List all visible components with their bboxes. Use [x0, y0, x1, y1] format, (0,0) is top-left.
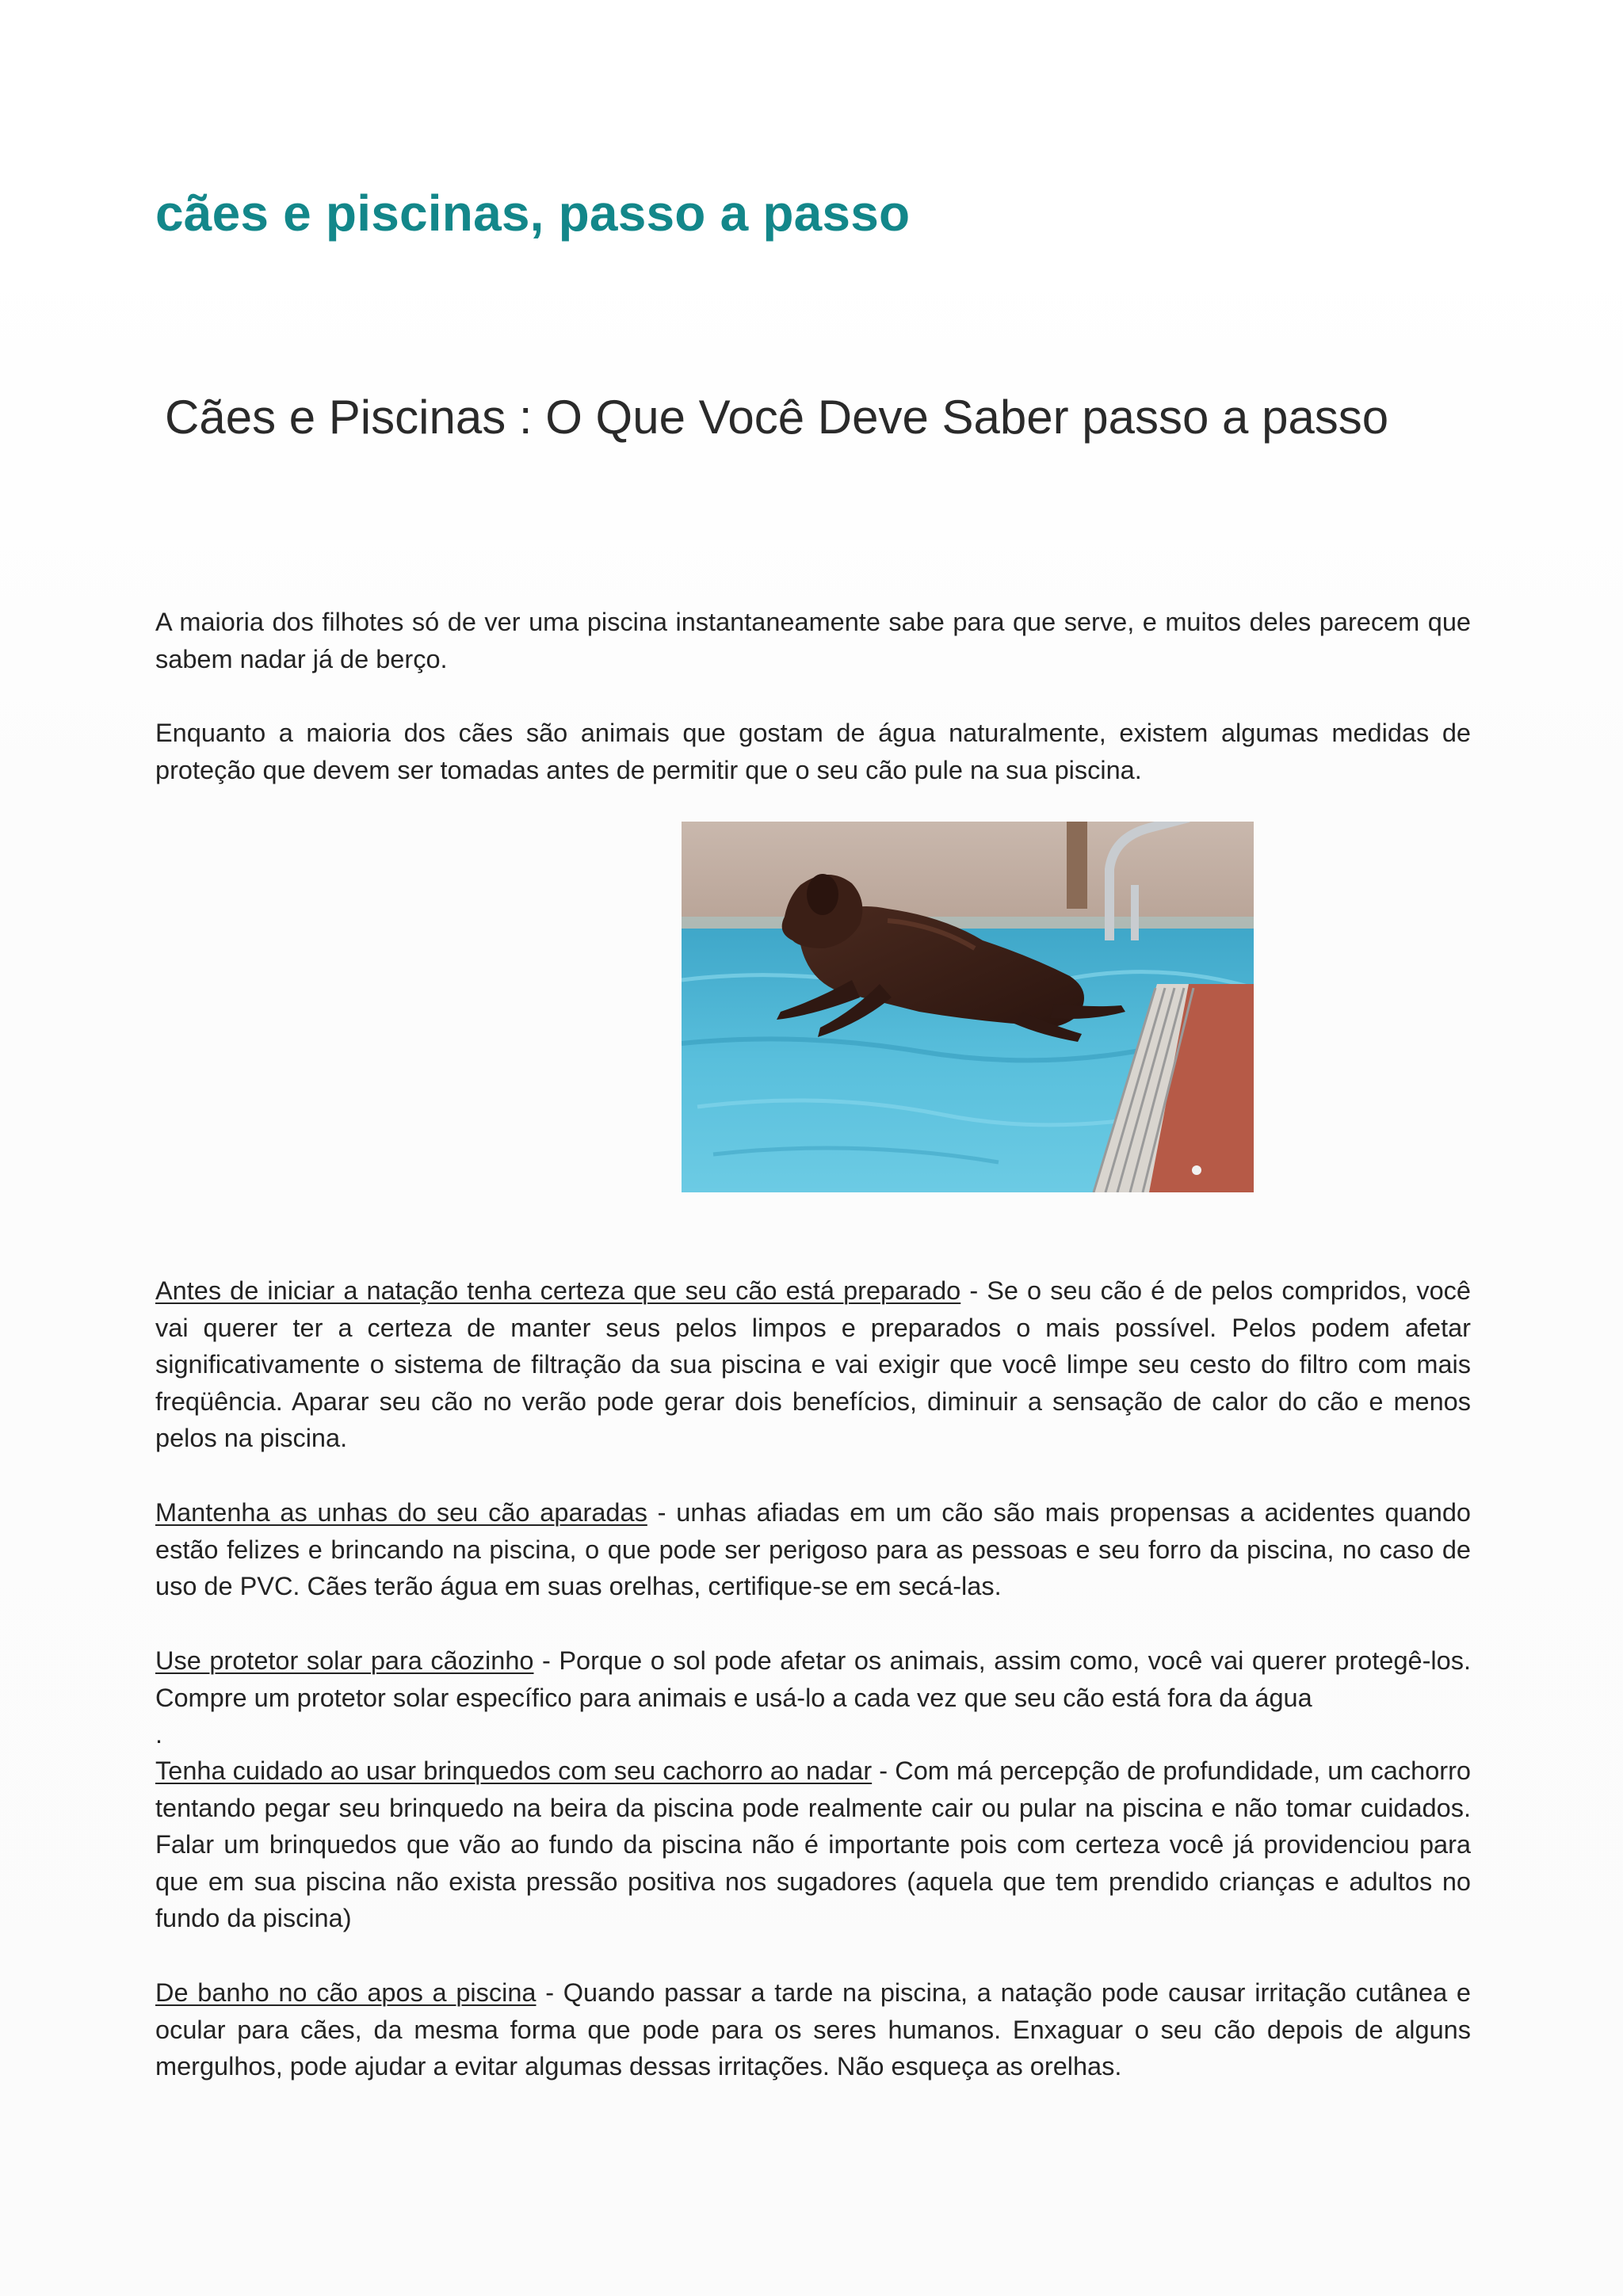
tip-text: - Se o seu cão é de pelos compridos, você vai querer ter a certeza de manter seus pelos limpos e preparados o mais possível. Pelos podem afetar significativamente o sistema de filtração da sua piscina e vai exigir que você limpe seu cesto do filtro com mais freqüência. Aparar seu cão no verão pode gerar dois benefícios, diminuir a sensação de calor do cão e menos pelos na piscina. [155, 1276, 1471, 1452]
tip-paragraph [155, 1272, 1471, 1457]
tip-paragraph [155, 1494, 1471, 1605]
tip-heading: Mantenha as unhas do seu cão aparadas [155, 1498, 647, 1527]
tip-heading: Antes de iniciar a natação tenha certeza que seu cão está preparado [155, 1276, 961, 1305]
tip-heading: De banho no cão apos a piscina [155, 1978, 537, 2007]
tip-text: - unhas afiadas em um cão são mais propensas a acidentes quando estão felizes e brincando na piscina, o que pode ser perigoso para as pessoas e seu forro da piscina, no caso de uso de PVC. Cães terão água em suas orelhas, certifique-se em secá-las. [155, 1498, 1471, 1600]
tip-text: - Quando passar a tarde na piscina, a natação pode causar irritação cutânea e ocular para cães, da mesma forma que pode para os seres humanos. Enxaguar o seu cão depois de alguns mergulhos, pode ajudar a evitar algumas dessas irritações. Não esqueça as orelhas. [155, 1978, 1471, 2081]
tip-paragraph [155, 1753, 1471, 1937]
intro-paragraph: Enquanto a maioria dos cães são animais que gostam de água naturalmente, existem algumas medidas de proteção que devem ser tomadas antes de permitir que o seu cão pule na sua piscina. [155, 719, 1471, 784]
tip-paragraph [155, 1974, 1471, 2085]
tip-text: - Com má percepção de profundidade, um cachorro tentando pegar seu brinquedo na beira da piscina pode realmente cair ou pular na piscina e não tomar cuidados. Falar um brinquedos que vão ao fundo da piscina não é importante pois com certeza você já providenciou para que em sua piscina não exista pressão positiva nos sugadores (aquela que tem prendido crianças e adultos no fundo da piscina) [155, 1756, 1471, 1932]
tip-text: - Porque o sol pode afetar os animais, assim como, você vai querer protegê-los. Compre um protetor solar específico para animais e usá-lo a cada vez que seu cão está fora da água [155, 1646, 1471, 1712]
tip-heading: Tenha cuidado ao usar brinquedos com seu cachorro ao nadar [155, 1756, 873, 1785]
tip-paragraph [155, 1642, 1471, 1716]
trailing-period: . [155, 1720, 163, 1749]
article-title: Cães e Piscinas : O Que Você Deve Saber passo a passo [165, 391, 1389, 444]
dog-jumping-pool-photo [682, 822, 1254, 1192]
intro-paragraph: A maioria dos filhotes só de ver uma piscina instantaneamente sabe para que serve, e muitos deles parecem que sabem nadar já de berço. [155, 608, 1471, 673]
tip-heading: Use protetor solar para cãozinho [155, 1646, 534, 1675]
site-title: cães e piscinas, passo a passo [155, 185, 911, 242]
